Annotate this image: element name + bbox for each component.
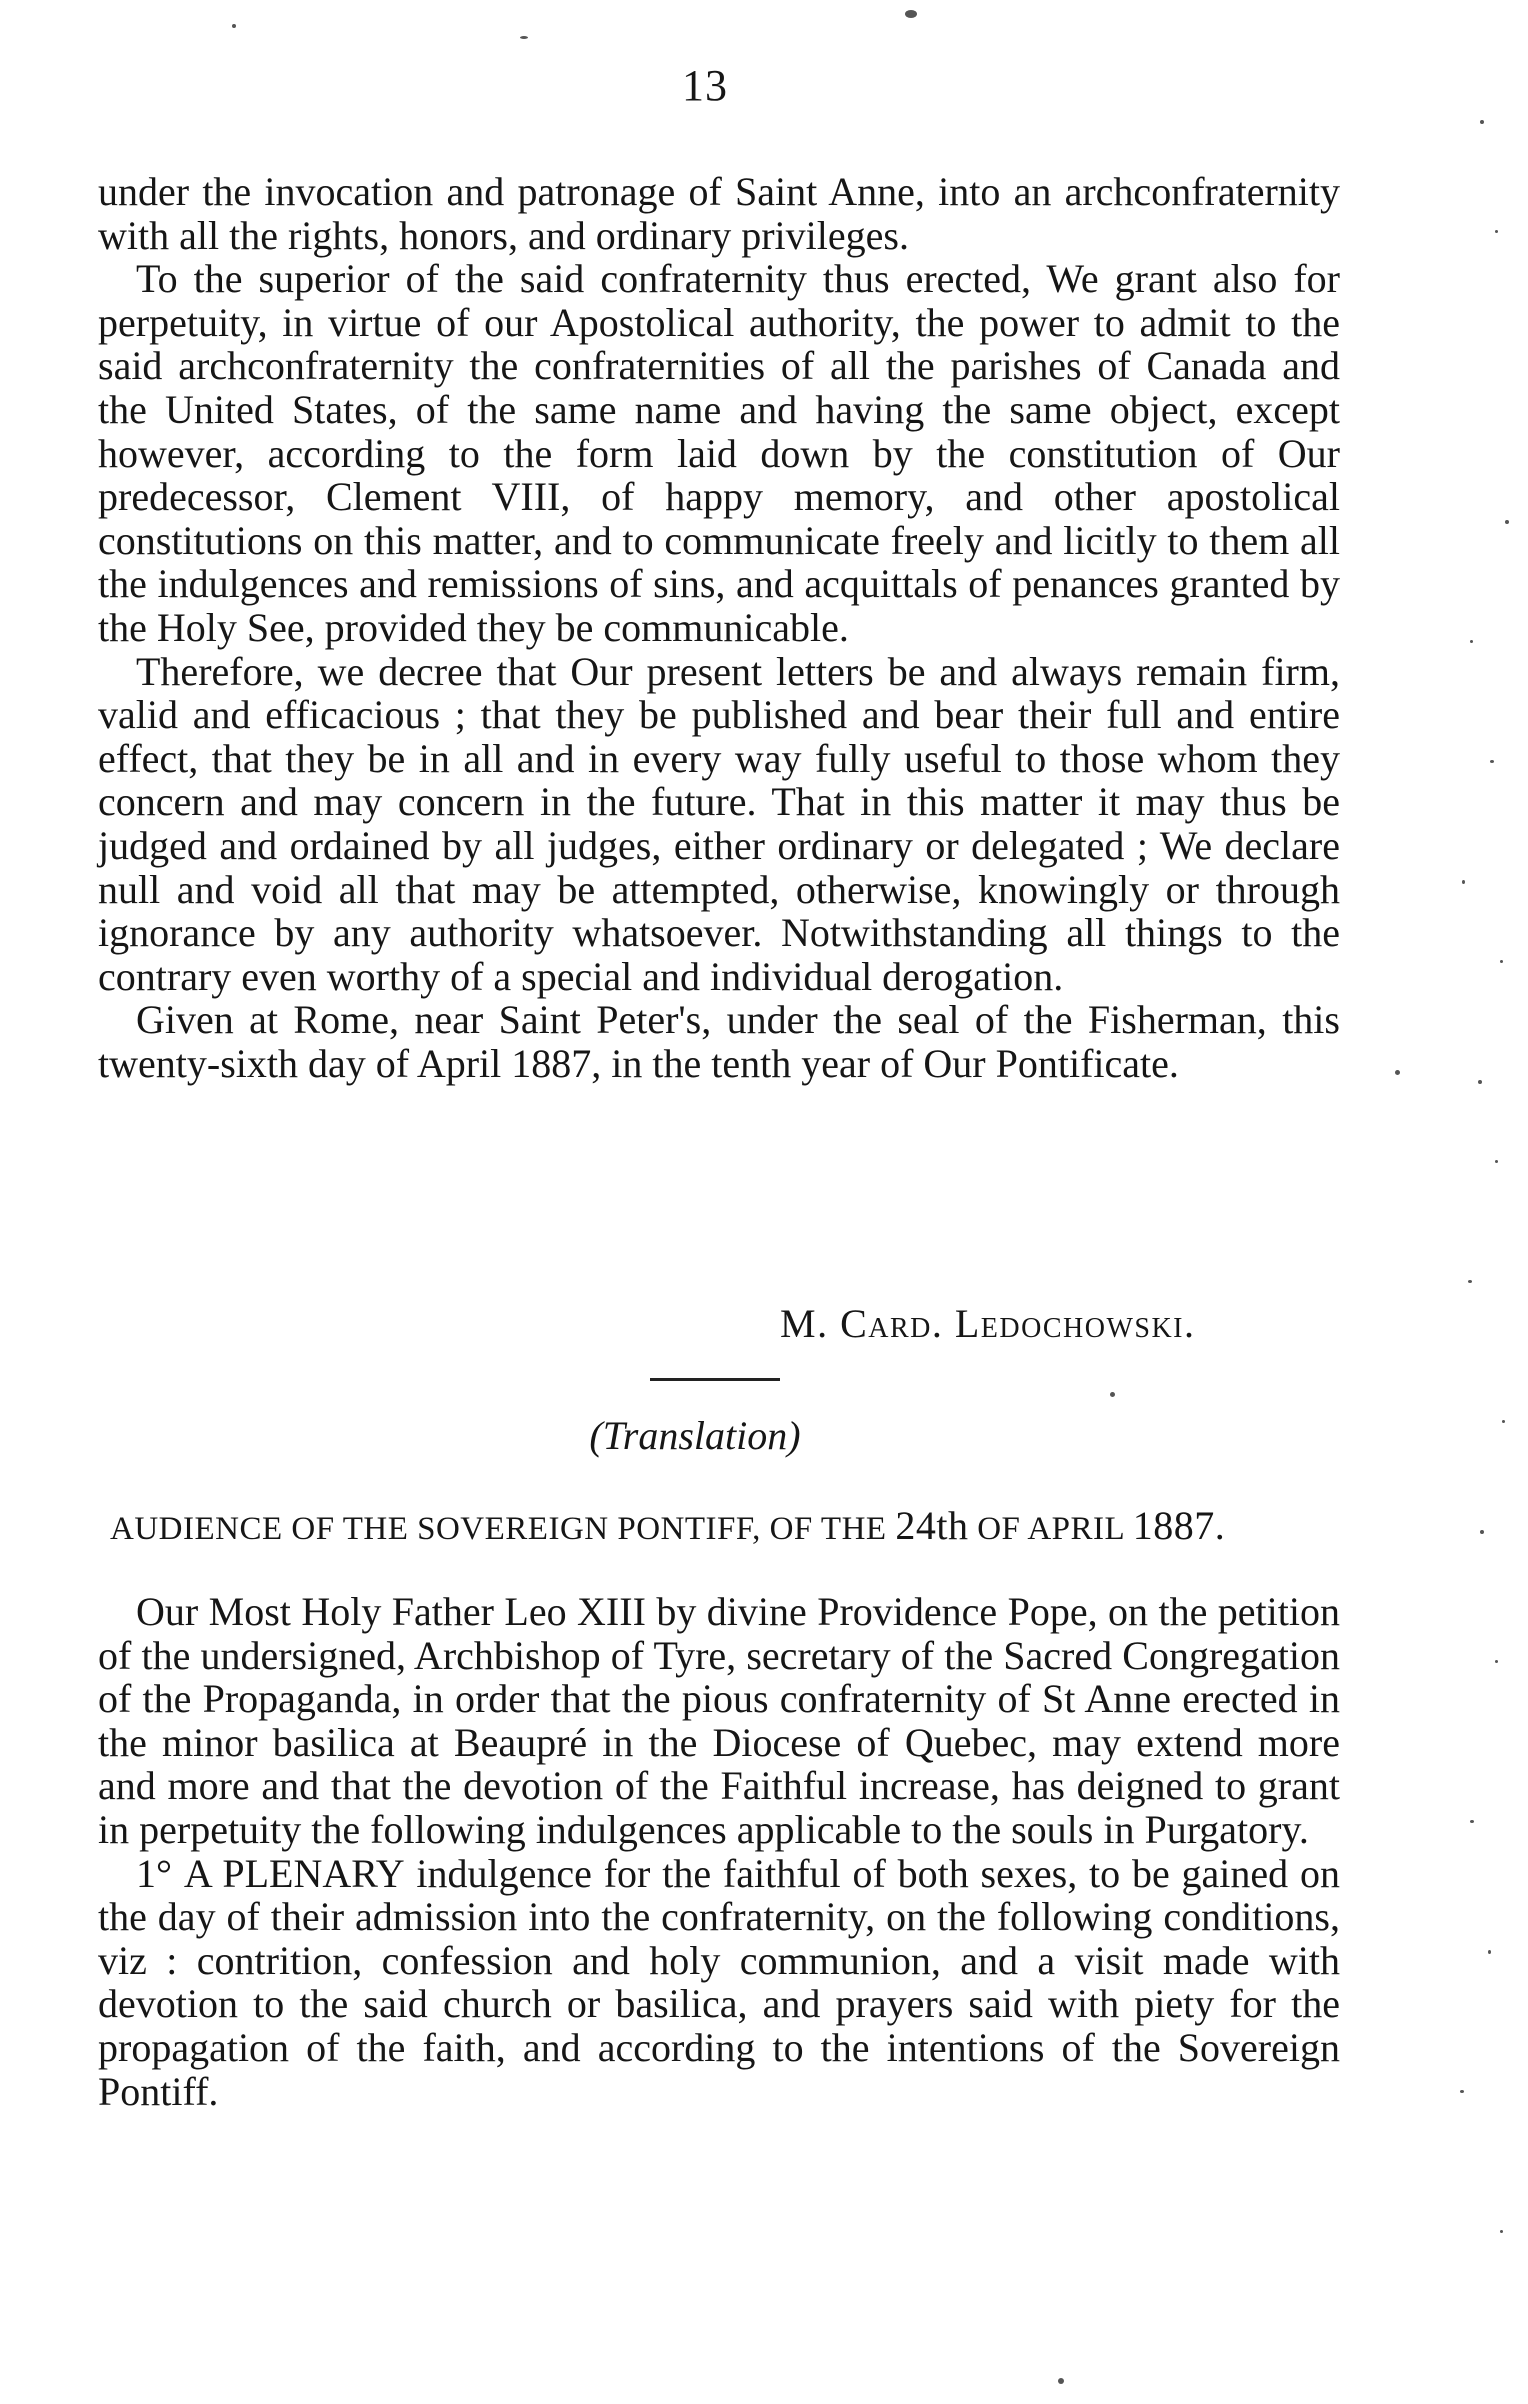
scan-speck	[1495, 230, 1498, 233]
audience-heading-text: AUDIENCE OF THE SOVEREIGN PONTIFF, OF THE	[110, 1511, 896, 1547]
scan-speck	[1470, 640, 1473, 643]
translation-body	[98, 1590, 1340, 2113]
letter-paragraph-3: Therefore, we decree that Our present letters be and always remain firm, valid and efficacious ; that they be published and bear their full and entire effect, that they be in all and in every way fully useful to those whom they concern and may concern in the future. That in this matter it may thus be judged and ordained by all judges, either ordinary or delegated ; We declare null and void all that may be attempted, otherwise, knowingly or through ignorance by any authority whatsoever. Notwithstanding all things to the contrary even worthy of a special and individual derogation.	[98, 648, 1340, 999]
scan-speck	[1470, 1820, 1474, 1823]
letter-paragraph-2: To the superior of the said confraternity thus erected, We grant also for perpetuity, in virtue of our Apostolical authority, the power to admit to the said archconfraternity the confraternities of all the parishes of Canada and the United States, of the same name and having the same object, except however, according to the form laid down by the constitution of Our predecessor, Clement VIII, of happy memory, and other apostolical constitutions on this matter, and to communicate freely and licitly to them all the indulgences and remissions of sins, and acquittals of penances granted by the Holy See, provided they be communicable.	[98, 256, 1340, 650]
scan-speck	[1460, 2090, 1464, 2093]
indulgence-item-1	[98, 1852, 1340, 2114]
scan-speck	[520, 36, 528, 39]
page-number: 13	[682, 61, 728, 110]
letter-body	[98, 170, 1340, 1085]
scan-speck	[232, 24, 236, 28]
item-lead: A PLENARY	[183, 1850, 405, 1896]
audience-heading-month: OF APRIL	[968, 1511, 1133, 1547]
scan-speck	[1495, 1660, 1498, 1663]
scan-speck	[1110, 1392, 1115, 1397]
scan-speck	[1488, 1950, 1491, 1954]
scan-speck	[1500, 960, 1503, 963]
section-divider	[650, 1378, 780, 1381]
scan-speck	[905, 10, 917, 18]
letter-paragraph-4: Given at Rome, near Saint Peter's, under the seal of the Fisherman, this twenty-sixth day of April 1887, in the tenth year of Our Pontificate.	[98, 997, 1340, 1086]
letter-paragraph-1: under the invocation and patronage of Saint Anne, into an archconfraternity with all the rights, honors, and ordinary privileges.	[98, 169, 1340, 258]
scan-speck	[1468, 1280, 1472, 1283]
scan-speck	[1505, 520, 1509, 524]
audience-heading-year: 1887.	[1132, 1503, 1226, 1548]
scan-speck	[1480, 120, 1484, 124]
item-number: 1°	[136, 1850, 172, 1896]
scan-speck	[1490, 760, 1494, 763]
translation-heading: (Translation)	[589, 1413, 801, 1458]
translation-intro: Our Most Holy Father Leo XIII by divine Providence Pope, on the petition of the undersigned, Archbishop of Tyre, secretary of the Sacred Congregation of the Propaganda, in order that the pious confraternity of St Anne erected in the minor basilica at Beaupré in the Diocese of Quebec, may extend more and more and that the devotion of the Faithful increase, has deigned to grant in perpetuity the following indulgences applicable to the souls in Purgatory.	[98, 1589, 1340, 1852]
scan-speck	[1500, 2230, 1503, 2233]
scan-speck	[1502, 1420, 1505, 1423]
signature: M. Card. Ledochowski.	[780, 1301, 1196, 1346]
scan-speck	[1480, 1530, 1484, 1534]
scan-speck	[1495, 1160, 1498, 1163]
scan-speck	[1395, 1070, 1400, 1075]
audience-heading-day: 24th	[895, 1503, 969, 1548]
scan-speck	[1058, 2378, 1064, 2384]
scan-speck	[1478, 1080, 1482, 1084]
audience-heading	[110, 1502, 1340, 1549]
item-text: indulgence for the faithful of both sexes, to be gained on the day of their admission into the confraternity, on the following conditions, viz : contrition, confession and holy communion, and a visit made with devotion to the said church or basilica, and prayers said with piety for the propagation of the faith, and according to the intentions of the Sovereign Pontiff.	[98, 1850, 1340, 2114]
scan-speck	[1462, 880, 1465, 884]
